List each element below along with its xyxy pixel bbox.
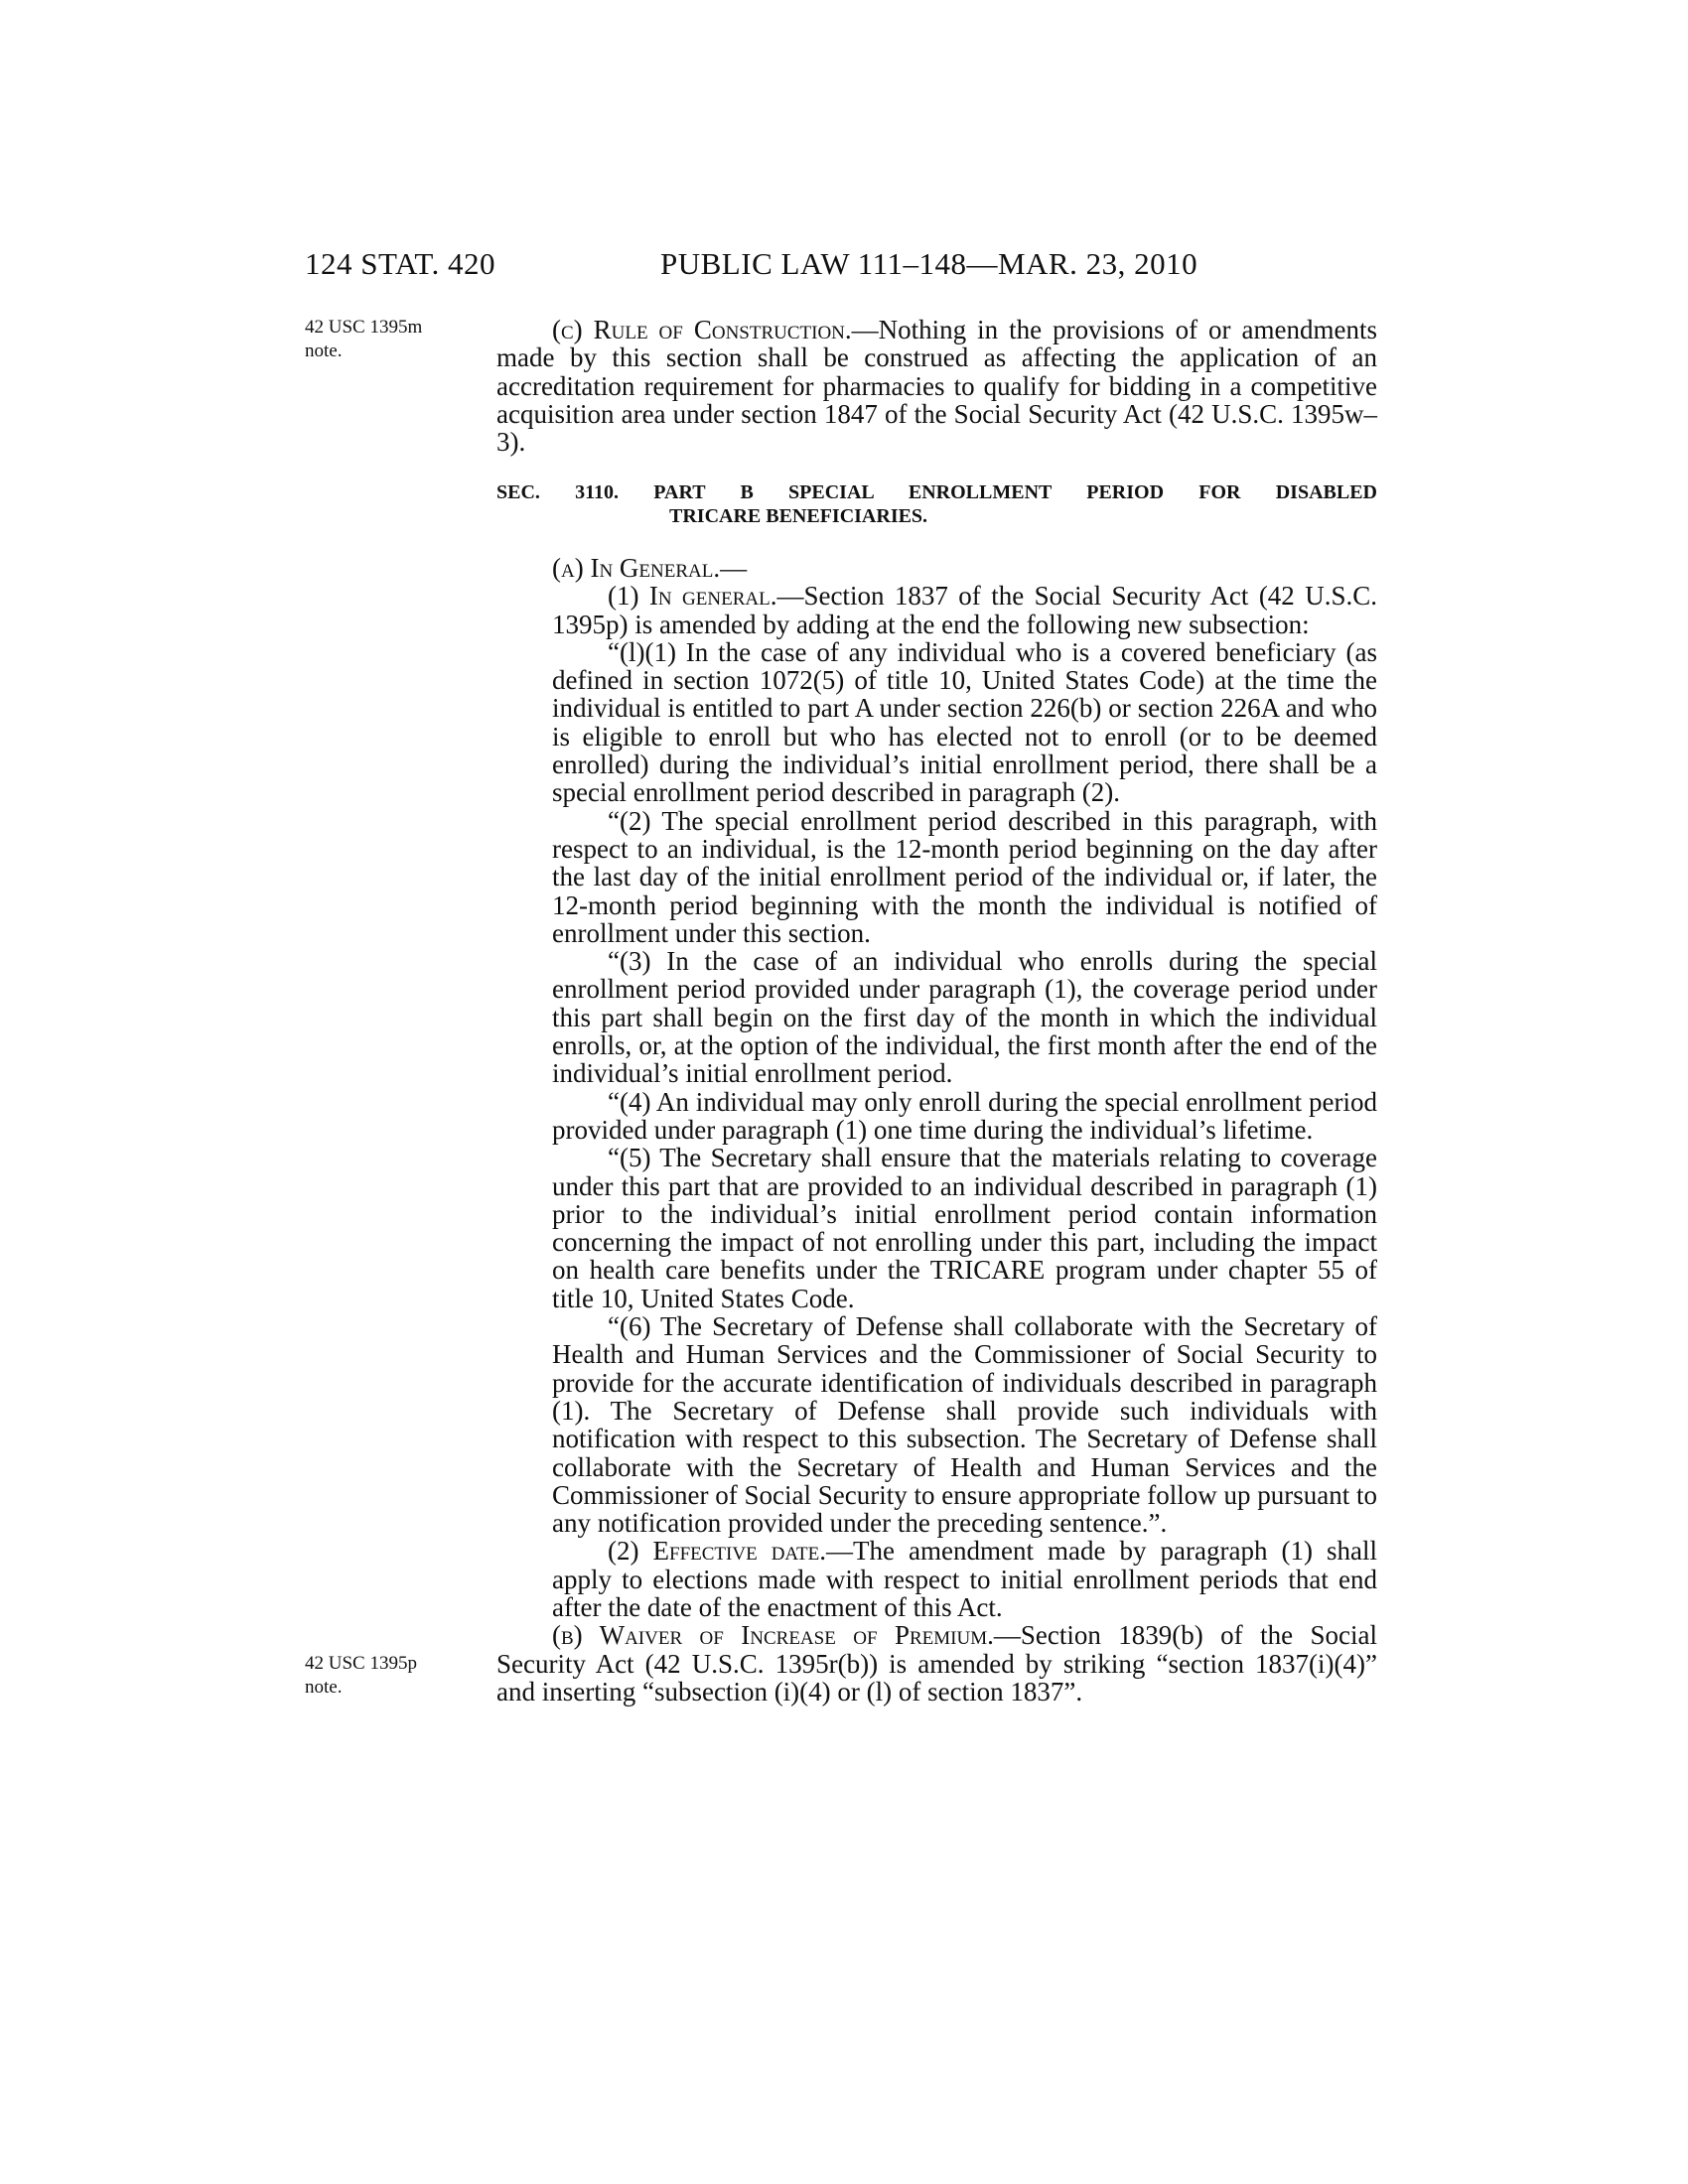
running-title: PUBLIC LAW 111–148—MAR. 23, 2010 xyxy=(660,246,1198,281)
quoted-paragraph-1: “(l)(1) In the case of any individual who is a covered beneficiary (as defined in section 1072(5) of title 10, United States Code) at the time the individual is entitled to part A under section 226(b) or section 226A and who is eligible to enroll but who has elected not to enroll (or to be deemed enrolled) during the individual’s initial enrollment period, there shall be a special enrollment period described in paragraph (2). xyxy=(552,636,1377,808)
paragraph-a2-text: —The amendment made by paragraph (1) shall apply to elections made with respect to initial enrollment periods that end after the date of the enactment of this Act. xyxy=(552,1536,1378,1622)
subsection-a-dash: — xyxy=(720,553,748,583)
subsection-b-heading: (b) Waiver of Increase of Premium. xyxy=(552,1620,994,1651)
quoted-paragraph-2: “(2) The special enrollment period described in this paragraph, with respect to an individual, is the 12-month period beginning on the day after the last day of the initial enrollment period of the individual or, if later, the 12-month period beginning with the month the individual is notified of enrollment under this section. xyxy=(552,805,1377,948)
subsection-c-text: —Nothing in the provisions of or amendments made by this section shall be construed as affecting the application of an accreditation requirement for pharmacies to qualify for bidding in a competitive acquisition area under section 1847 of the Social Security Act (42 U.S.C. 1395w–3). xyxy=(496,315,1377,458)
section-heading xyxy=(496,480,1377,528)
margin-note-line: 42 USC 1395m xyxy=(305,317,423,338)
margin-note-1395m xyxy=(305,316,464,363)
quoted-paragraph-3: “(3) In the case of an individual who enrolls during the special enrollment period provided under paragraph (1), the coverage period under this part shall begin on the first day of the month in which the individual enrolls, or, at the option of the individual, the first month after the end of the individual’s initial enrollment period. xyxy=(552,946,1377,1089)
margin-note-1395p xyxy=(305,1652,464,1700)
margin-note-line: note. xyxy=(305,341,343,361)
paragraph-a1-heading: (1) In general. xyxy=(608,581,777,612)
quoted-paragraph-4: “(4) An individual may only enroll during the special enrollment period provided under paragraph (1) one time during the individual’s lifetime. xyxy=(552,1086,1377,1145)
margin-note-line: note. xyxy=(305,1677,343,1698)
subsection-b-text: —Section 1839(b) of the Social Security Act (42 U.S.C. 1395r(b)) is amended by striking “section 1837(i)(4)” and inserting “subsection (i)(4) or (l) of section 1837”. xyxy=(496,1620,1378,1706)
section-heading-line1: SEC. 3110. PART B SPECIAL ENROLLMENT PERIOD FOR DISABLED xyxy=(496,481,1377,503)
paragraph-a1-text: —Section 1837 of the Social Security Act (42 U.S.C. 1395p) is amended by adding at the end the following new subsection: xyxy=(552,581,1378,639)
margin-note-line: 42 USC 1395p xyxy=(305,1653,417,1674)
quoted-paragraph-5: “(5) The Secretary shall ensure that the materials relating to coverage under this part that are provided to an individual described in paragraph (1) prior to the individual’s initial enrollment period contain information concerning the impact of not enrolling under this part, including the impact on health care benefits under the TRICARE program under chapter 55 of title 10, United States Code. xyxy=(552,1143,1377,1313)
subsection-c xyxy=(496,316,1377,456)
subsection-a-heading: (a) In General. xyxy=(552,553,721,583)
section-heading-line2: TRICARE BENEFICIARIES. xyxy=(669,505,928,527)
paragraph-a2-heading: (2) Effective date. xyxy=(608,1536,827,1567)
subsection-c-heading: (c) Rule of Construction. xyxy=(552,315,852,344)
page-reference: 124 STAT. 420 xyxy=(305,246,496,281)
subsection-a xyxy=(496,554,1377,1706)
quoted-paragraph-6: “(6) The Secretary of Defense shall collaborate with the Secretary of Health and Human Services and the Commissioner of Social Security to provide for the accurate identification of individuals described in paragraph (1). The Secretary of Defense shall provide such individuals with notification with respect to this subsection. The Secretary of Defense shall collaborate with the Secretary of Health and Human Services and the Commissioner of Social Security to ensure appropriate follow up pursuant to any notification provided under the preceding sentence.”. xyxy=(552,1311,1377,1539)
